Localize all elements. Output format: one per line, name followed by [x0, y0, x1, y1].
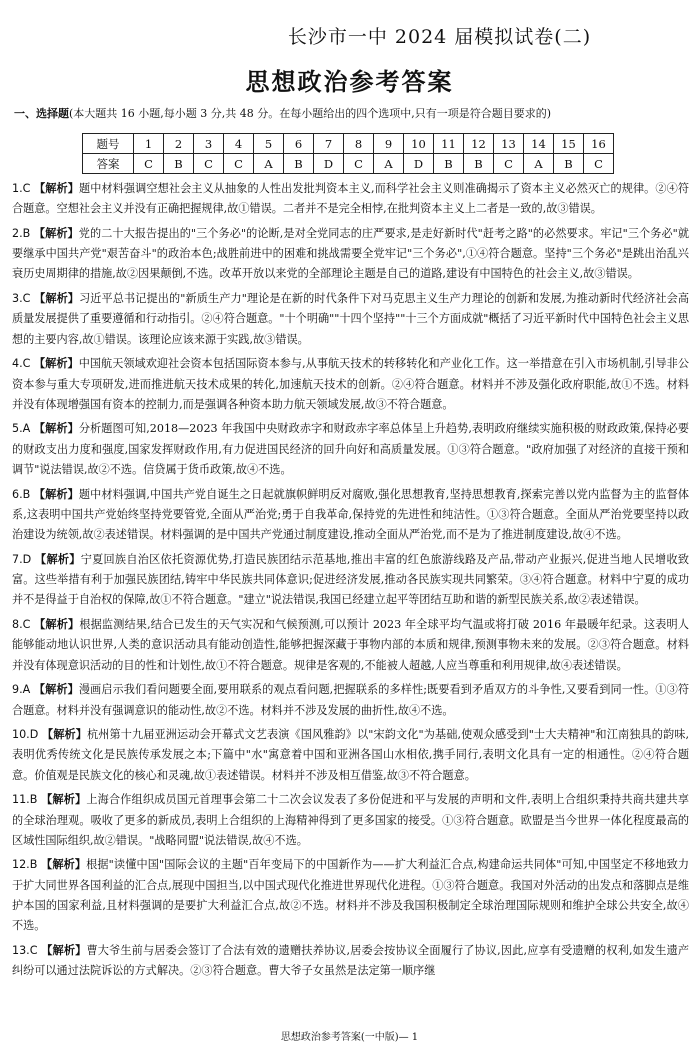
explanation-text: 上海合作组织成员国元首理事会第二十二次会议发表了多份促进和平与发展的声明和文件,表明上合组织秉持共商共建共享的全球治理观。吸收了更多的新成员,表明上合组织的上海精神得到了更多国家的接受。①③符合题意。欧盟是当今世界一体化程度最高的区域性国际组织,故②错误。"战略同盟"说法错误,故④不选。 [12, 793, 689, 847]
question-number-cell: 5 [254, 134, 284, 154]
explanation-item [12, 485, 689, 546]
exam-header: 长沙市一中 2024 届模拟试卷(二) [287, 26, 592, 48]
question-number-cell: 3 [194, 134, 224, 154]
explanation-text: 曹大爷生前与居委会签订了合法有效的遗赠扶养协议,居委会按协议全面履行了协议,因此,应享有受遗赠的权利,如发生遗产纠纷可以通过法院诉讼的方式解决。②③符合题意。曹大爷子女虽然是法定第一顺序继 [12, 943, 690, 978]
item-number: 12.B [12, 858, 38, 872]
explanation-item [12, 790, 689, 851]
analysis-tag: 【解析】 [34, 357, 79, 371]
answer-cell: C [584, 154, 614, 174]
analysis-tag: 【解析】 [41, 943, 87, 957]
answer-cell: C [134, 154, 164, 174]
analysis-tag: 【解析】 [41, 793, 87, 807]
answer-row [83, 154, 614, 174]
explanation-text: 漫画启示我们看问题要全面,要用联系的观点看问题,把握联系的多样性;既要看到矛盾双方的斗争性,又要看到同一性。①③符合题意。材料并没有强调意识的能动性,故②不选。材料并不涉及发展的曲折性,故④不选。 [12, 683, 690, 717]
answer-cell: B [464, 154, 494, 174]
explanation-item [12, 941, 689, 982]
item-number: 13.C [12, 943, 38, 957]
question-number-cell: 15 [554, 134, 584, 154]
answer-cell: C [194, 154, 224, 174]
analysis-tag: 【解析】 [33, 683, 79, 697]
section-label: 一、选择题 [14, 107, 69, 120]
explanation-text: 根据监测结果,结合已发生的天气实况和气候预测,可以预计 2023 年全球平均气温或将打破 2016 年最暖年纪录。这表明人能够能动地认识世界,人类的意识活动具有能动创造性,能够把握深藏于事物内部的本质和规律,预测事物未来的发展。②③符合题意。材料并没有体现意识活动的目的性和计划性,故①不符合题意。规律是客观的,不能被人超越,人应当尊重和利用规律,故④表述错误。 [12, 618, 689, 672]
question-number-row [83, 134, 614, 154]
explanation-item [12, 615, 689, 676]
analysis-tag: 【解析】 [41, 858, 87, 872]
question-number-cell: 9 [374, 134, 404, 154]
explanation-item [12, 179, 689, 220]
explanation-text: 根据"读懂中国"国际会议的主题"百年变局下的中国新作为——扩大利益汇合点,构建命运共同体"可知,中国坚定不移地致力于扩大同世界各国利益的汇合点,展现中国担当,以中国式现代化推进世界现代化进程。①③符合题意。我国对外活动的出发点和落脚点是维护本国的国家利益,且材料强调的是要扩大利益汇合点,故②不选。材料并不涉及我国积极制定全球治理国际规则和维护全球公共安全,故④不选。 [12, 858, 690, 933]
page-footer: 思想政治参考答案(一中版)— 1 [280, 1032, 419, 1043]
question-number-cell: 16 [584, 134, 614, 154]
question-number-cell: 11 [434, 134, 464, 154]
question-number-cell: 6 [284, 134, 314, 154]
section-heading [14, 107, 689, 121]
explanations-list [12, 179, 689, 986]
answer-cell: D [404, 154, 434, 174]
analysis-tag: 【解析】 [34, 292, 80, 306]
explanation-text: 分析题图可知,2018—2023 年我国中央财政赤字和财政赤字率总体呈上升趋势,表明政府继续实施积极的财政政策,保持必要的财政支出力度和强度,国家发挥财政作用,有力促进国民经济的回升向好和高质量发展。①③符合题意。"政府加强了对经济的直接干预和调节"说法错误,故②不选。信贷属于货币政策,故④不选。 [12, 422, 689, 477]
answer-cell: C [494, 154, 524, 174]
analysis-tag: 【解析】 [33, 487, 79, 501]
answer-cell: C [224, 154, 254, 174]
analysis-tag: 【解析】 [33, 422, 79, 436]
item-number: 9.A [12, 683, 31, 697]
item-number: 5.A [12, 422, 31, 436]
analysis-tag: 【解析】 [35, 552, 81, 566]
answer-cell: B [554, 154, 584, 174]
question-number-cell: 14 [524, 134, 554, 154]
answer-cell: C [344, 154, 374, 174]
question-number-cell: 1 [134, 134, 164, 154]
explanation-text: 杭州第十九届亚洲运动会开幕式文艺表演《国风雅韵》以"宋韵文化"为基础,使观众感受到"士大夫精神"和江南独具的韵味,表明优秀传统文化是民族传承发展之本;下篇中"水"寓意着中国和亚洲各国山水相依,携手同行,表明文化具有一定的相通性。②④符合题意。价值观是民族文化的核心和灵魂,故①表述错误。材料并不涉及相互借鉴,故③不符合题意。 [12, 728, 690, 782]
explanation-text: 习近平总书记提出的"新质生产力"理论是在新的时代条件下对马克思主义生产力理论的创新和发展,为推动新时代经济社会高质量发展提供了重要遵循和行动指引。②④符合题意。"十个明确""十四个坚持""十三个方面成就"概括了习近平新时代中国特色社会主义思想的主要内容,故①错误。该理论应该来源于实践,故③错误。 [12, 292, 690, 346]
answer-cell: A [254, 154, 284, 174]
page-title: 思想政治参考答案 [245, 68, 454, 96]
item-number: 6.B [12, 487, 31, 501]
item-number: 3.C [12, 292, 31, 306]
explanation-item [12, 725, 689, 786]
explanation-item [12, 224, 689, 285]
answer-cell: A [374, 154, 404, 174]
answer-cell: B [164, 154, 194, 174]
item-number: 11.B [12, 793, 38, 807]
analysis-tag: 【解析】 [34, 182, 79, 195]
explanation-text: 题中材料强调,中国共产党自诞生之日起就旗帜鲜明反对腐败,强化思想教育,坚持思想教育,探索完善以党内监督为主的监督体系,这表明中国共产党始终坚持党要管党,全面从严治党;勇于自我革命,保持党的先进性和纯洁性。①③符合题意。全面从严治党要坚持以政治建设为统领,故②表述错误。材料强调的是中国共产党通过制度建设,推动全面从严治党,而不是为了推进制度建设,故④不选。 [12, 487, 690, 542]
explanation-item [12, 419, 689, 480]
explanation-item [12, 354, 689, 415]
explanation-text: 中国航天领域欢迎社会资本包括国际资本参与,从事航天技术的转移转化和产业化工作。这一举措意在引入市场机制,引导非公资本参与重大专项研发,进而推进航天技术成果的转化,加速航天技术的创新。②④符合题意。材料并不涉及强化政府职能,故①不选。材料并没有体现增强国有资本的控制力,而是强调各种资本助力航天领域发展,故③不符合题意。 [12, 357, 689, 411]
analysis-tag: 【解析】 [33, 226, 79, 240]
question-number-cell: 8 [344, 134, 374, 154]
analysis-tag: 【解析】 [34, 618, 80, 632]
question-number-cell: 4 [224, 134, 254, 154]
row-label: 答案 [83, 154, 134, 174]
answer-table [82, 133, 614, 174]
question-number-cell: 7 [314, 134, 344, 154]
item-number: 2.B [12, 226, 31, 240]
question-number-cell: 12 [464, 134, 494, 154]
question-number-cell: 10 [404, 134, 434, 154]
item-number: 8.C [12, 618, 31, 632]
answer-cell: B [284, 154, 314, 174]
item-number: 1.C [12, 182, 31, 195]
question-number-cell: 2 [164, 134, 194, 154]
item-number: 4.C [12, 357, 31, 371]
row-label: 题号 [83, 134, 134, 154]
answer-cell: B [434, 154, 464, 174]
answer-cell: A [524, 154, 554, 174]
analysis-tag: 【解析】 [41, 728, 87, 742]
explanation-text: 题中材料强调空想社会主义从抽象的人性出发批判资本主义,而科学社会主义则准确揭示了资本主义必然灭亡的规律。②④符合题意。空想社会主义并没有正确把握规律,故①错误。二者并不是完全相悖,在批判资本主义上二者是一致的,故③错误。 [12, 182, 690, 216]
question-number-cell: 13 [494, 134, 524, 154]
section-note: (本大题共 16 小题,每小题 3 分,共 48 分。在每小题给出的四个选项中,只有一项是符合题目要求的) [69, 107, 552, 120]
explanation-item [12, 680, 689, 721]
answer-cell: D [314, 154, 344, 174]
explanation-item [12, 289, 689, 350]
explanation-text: 党的二十大报告提出的"三个务必"的论断,是对全党同志的庄严要求,是走好新时代"赶考之路"的必然要求。牢记"三个务必"就要继承中国共产党"艰苦奋斗"的政治本色;战胜前进中的困难和挑战需要全党牢记"三个务必",①④符合题意。坚持"三个务必"是跳出治乱兴衰历史周期律的措施,故②因果颠倒,不选。改革开放以来党的全部理论主题是自己的道路,建设有中国特色的社会主义,故③错误。 [12, 226, 690, 281]
explanation-item [12, 855, 689, 936]
explanation-text: 宁夏回族自治区依托资源优势,打造民族团结示范基地,推出丰富的红色旅游线路及产品,带动产业振兴,促进当地人民增收致富。这些举措有利于加强民族团结,铸牢中华民族共同体意识;促进经济发展,推动各民族实现共同繁荣。③④符合题意。材料中宁夏的成功并不是得益于自治权的保障,故①不符合题意。"建立"说法错误,我国已经建立起平等团结互助和谐的新型民族关系,故②表述错误。 [12, 552, 690, 607]
explanation-item [12, 550, 689, 611]
item-number: 7.D [12, 552, 32, 566]
item-number: 10.D [12, 728, 39, 742]
